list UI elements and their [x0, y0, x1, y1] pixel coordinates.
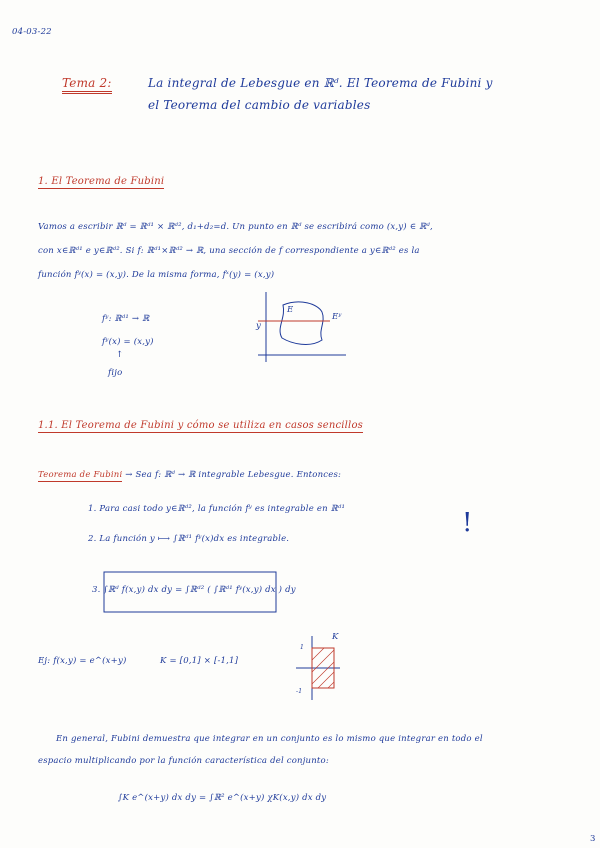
section1-heading: 1. El Teorema de Fubini [38, 176, 165, 187]
para2-line1: En general, Fubini demuestra que integrar en un conjunto es lo mismo que integrar en todo el [56, 734, 483, 744]
date: 04-03-22 [12, 27, 52, 37]
theorem [38, 470, 341, 480]
section11-heading: 1.1. El Teorema de Fubini y cómo se utiliza en casos sencillos [38, 420, 364, 431]
para2-line2: espacio multiplicando por la función característica del conjunto: [38, 756, 329, 766]
section1-def-line1: fʸ: ℝᵈ¹ → ℝ [102, 314, 150, 324]
fig2-label-k: K [332, 632, 339, 642]
fig2-tick-1: 1 [300, 644, 305, 651]
theorem-label: Teorema de Fubini [38, 470, 123, 480]
fig1-label-e: E [287, 305, 294, 315]
example-label: Ej: f(x,y) = e^(x+y) [38, 656, 127, 666]
para2-formula: ∫K e^(x+y) dx dy = ∫ℝ² e^(x+y) χK(x,y) dx dy [118, 793, 327, 803]
title-prefix-text: Tema 2: [62, 76, 112, 94]
section1-def-line2: fʸ(x) = (x,y) [102, 337, 154, 347]
section1-def-line3: fijo [108, 368, 123, 378]
theorem-item3: 3. ∫ℝᵈ f(x,y) dx dy = ∫ℝᵈ² ( ∫ℝᵈ¹ fʸ(x,y) dx ) dy [92, 585, 296, 595]
fig2-tick-minus1: -1 [296, 688, 303, 695]
fig1-label-ey: Eʸ [332, 312, 342, 322]
section1-para-line1: Vamos a escribir ℝᵈ = ℝᵈ¹ × ℝᵈ², d₁+d₂=d. Un punto en ℝᵈ se escribirá como (x,y) ∈ ℝᵈ, [38, 222, 433, 232]
theorem-item1: 1. Para casi todo y∈ℝᵈ², la función fʸ es integrable en ℝᵈ¹ [88, 504, 346, 514]
section1-para-line3: función fʸ(x) = (x,y). De la misma forma, fˣ(y) = (x,y) [38, 270, 275, 280]
theorem-item2: 2. La función y ⟼ ∫ℝᵈ¹ fʸ(x)dx es integrable. [88, 534, 290, 544]
example-set: K = [0,1] × [-1,1] [160, 656, 239, 666]
theorem-intro: → Sea f: ℝᵈ → ℝ integrable Lebesgue. Entonces: [125, 470, 342, 480]
fig1-label-y: y [256, 321, 262, 331]
page-number: 3 [590, 834, 596, 844]
section1-para-line2: con x∈ℝᵈ¹ e y∈ℝᵈ². Si f: ℝᵈ¹×ℝᵈ² → ℝ, una sección de f correspondiente a y∈ℝᵈ² es la [38, 246, 420, 256]
title-line1: La integral de Lebesgue en ℝᵈ. El Teorema de Fubini y [148, 76, 493, 90]
title-line2: el Teorema del cambio de variables [148, 98, 371, 112]
warning-mark: ! [462, 508, 473, 538]
section1-def-arrow: ↑ [116, 350, 124, 360]
